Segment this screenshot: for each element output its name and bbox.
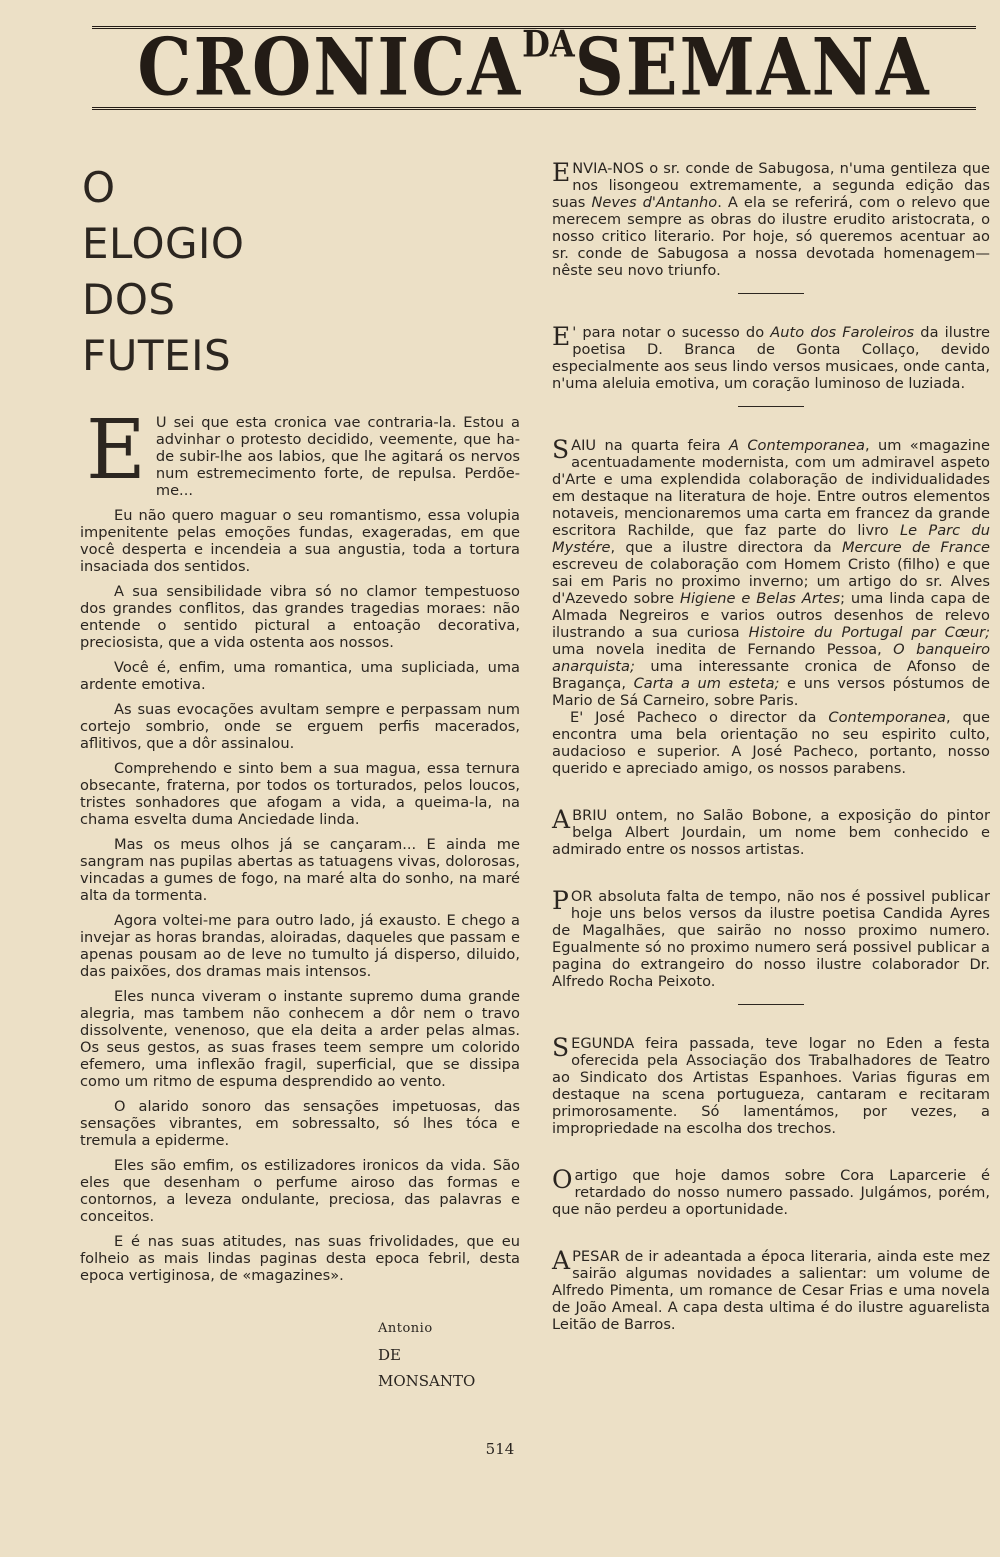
note-italic: Mercure de France (841, 539, 990, 556)
note-text: EGUNDA feira passada, teve logar no Eden a festa oferecida pela Associação dos Trabalhadores de Teatro ao Sindicato dos Artistas Espanhoes. Varias figuras em destaque na scena portugueza, cantaram e recitaram primorosamente. Só lamentámos, por vezes, a impropriedade na escolha dos trechos. (552, 1035, 990, 1137)
note-text: ; uma linda capa de Almada Negreiros e varios outros desenhos de relevo ilustrando a sua curiosa (552, 590, 991, 641)
separator-rule (738, 293, 804, 294)
note-initial: E (552, 158, 571, 187)
note-text: uma novela inedita de Fernando Pessoa, (552, 641, 894, 658)
note-text: , que encontra uma bela orientação no seu espirito culto, audacioso e superior. A José Pacheco, portanto, nosso querido e apreciado amigo, os nossos parabens. (552, 709, 990, 777)
article-paragraph: Eles nunca viveram o instante supremo duma grande alegria, mas tambem não conhecem a dôr nem o travo dissolvente, venenoso, que ela deita a arder pelas almas. Os seus gestos, as suas frases teem sempre um colorido efemero, uma inflexão fragil, superficial, que se dissipa como um ritmo de espuma desprendido ao vento. (80, 988, 520, 1090)
note-item (552, 888, 990, 990)
drop-cap: E (86, 403, 146, 498)
article-title-line: FUTEIS (82, 331, 232, 380)
note-initial: A (552, 1246, 571, 1275)
note-initial: P (552, 886, 569, 915)
article-paragraph-text: U sei que esta cronica vae contraria-la. Estou a advinhar o protesto decidido, veemente, que ha-de subir-lhe aos labios, que lhe agitará os nervos num estremecimento forte, de repulsa. Perdõe-me... (155, 414, 520, 499)
masthead-title-da: DA (522, 22, 575, 66)
note-initial: A (552, 805, 571, 834)
note-italic: Carta a um esteta; (633, 675, 780, 692)
masthead-title-end: SEMANA (574, 22, 931, 114)
note-item (552, 807, 990, 858)
article-paragraph: O alarido sonoro das sensações impetuosas, das sensações vibrantes, em sobressalto, só lhes tóca e tremula a epiderme. (80, 1098, 520, 1149)
note-item (552, 1248, 990, 1333)
note-text: . A ela se referirá, com o relevo que merecem sempre as obras do ilustre erudito aristocrata, o nosso critico literario. Por hoje, só queremos acentuar ao sr. conde de Sabugosa a nossa devotada homenagem—nêste seu novo triunfo. (552, 194, 990, 279)
article-paragraph: E é nas suas atitudes, nas suas frivolidades, que eu folheio as mais lindas paginas desta epoca febril, desta epoca vertiginosa, de «magazines». (80, 1233, 520, 1284)
note-text: artigo que hoje damos sobre Cora Laparcerie é retardado do nosso numero passado. Julgámos, porém, que não perdeu a oportunidade. (552, 1167, 990, 1218)
article-paragraph: Comprehendo e sinto bem a sua magua, essa ternura obsecante, fraterna, por todos os torturados, pelos loucos, tristes sonhadores que afogam a vida, a queima-la, na chama esvelta duma Anciedade linda. (80, 760, 520, 828)
spacer (552, 858, 990, 888)
note-text: , um «magazine acentuadamente modernista, com um admiravel aspeto d'Arte e uma explendida colaboração de individualidades em destaque na literatura de hoje. Entre outros elementos notaveis, mencionaremos uma carta em francez da grande escritora Rachilde, que faz parte do livro (552, 437, 991, 539)
article-paragraph: Mas os meus olhos já se cançaram... E ainda me sangram nas pupilas abertas as tatuagens vivas, dolorosas, vincadas a gumes de fogo, na maré alta do sonho, na maré alta da tormenta. (80, 836, 520, 904)
note-italic: Le Parc du Mystére (552, 522, 990, 556)
author-name-line: DE (378, 1346, 401, 1364)
note-text: NVIA-NOS o sr. conde de Sabugosa, n'uma gentileza que nos lisongeou extremamente, a segunda edição das suas (552, 160, 990, 211)
note-text: da ilustre poetisa D. Branca de Gonta Collaço, devido especialmente aos seus lindo versos musicaes, onde canta, n'uma aleluia emotiva, um coração luminoso de luziada. (552, 324, 991, 392)
spacer (552, 777, 990, 807)
note-text: uma interessante cronica de Afonso de Bragança, (552, 658, 990, 692)
note-text: escreveu de colaboração com Homem Cristo (filho) e que sai em Paris no proximo inverno; um artigo do sr. Alves d'Azevedo sobre (552, 556, 990, 607)
notes-column (552, 160, 990, 1333)
note-italic: A Contemporanea (729, 437, 865, 454)
masthead-title (137, 22, 930, 114)
note-text: OR absoluta falta de tempo, não nos é possivel publicar hoje uns belos versos da ilustre poetisa Candida Ayres de Magalhães, que sairão no nosso proximo numero. Egualmente só no proximo numero será possivel publicar a pagina do extrangeiro do nosso ilustre colaborador Dr. Alfredo Rocha Peixoto. (552, 888, 990, 990)
note-initial: O (552, 1165, 573, 1194)
note-item (552, 160, 990, 279)
article-title-line: O (82, 163, 116, 212)
article-paragraph: Eles são emfim, os estilizadores ironicos da vida. São eles que desenham o perfume airoso das formas e contornos, a leveza ondulante, preciosa, das palavras e conceitos. (80, 1157, 520, 1225)
note-item (552, 324, 990, 392)
separator-rule (738, 406, 804, 407)
note-italic: Higiene e Belas Artes (679, 590, 841, 607)
spacer (552, 1218, 990, 1248)
note-text: , que a ilustre directora da (610, 539, 842, 556)
note-initial: S (552, 1033, 570, 1062)
note-item (552, 1167, 990, 1218)
article-paragraph (80, 403, 520, 499)
author-signature (378, 1316, 520, 1394)
note-initial: S (552, 435, 570, 464)
note-text: BRIU ontem, no Salão Bobone, a exposição do pintor belga Albert Jourdain, um nome bem conhecido e admirado entre os nossos artistas. (552, 807, 990, 858)
masthead (92, 22, 976, 114)
article-title-line: DOS (82, 275, 176, 324)
author-name-line: Antonio (378, 1321, 433, 1336)
note-text: E' José Pacheco o director da (570, 709, 829, 726)
note-text: AIU na quarta feira (571, 437, 729, 454)
article-paragraph: A sua sensibilidade vibra só no clamor tempestuoso dos grandes conflitos, das grandes tragedias moraes: não entende o sentido pictural a entoação decorativa, preciosista, que a vida ostenta aos nossos. (80, 583, 520, 651)
article-paragraph: Agora voltei-me para outro lado, já exausto. E chego a invejar as horas brandas, aloiradas, daqueles que passam e apenas pousam ao de leve no tumulto já disperso, diluido, das paixões, dos dramas mais intensos. (80, 912, 520, 980)
note-italic: Contemporanea (828, 709, 946, 726)
note-italic: Auto dos Faroleiros (770, 324, 915, 341)
article-paragraph: Você é, enfim, uma romantica, uma supliciada, uma ardente emotiva. (80, 659, 520, 693)
note-italic: Histoire du Portugal par Cœur; (748, 624, 990, 641)
separator-rule (738, 1004, 804, 1005)
note-italic: O banqueiro anarquista; (552, 641, 990, 675)
author-name-line: MONSANTO (378, 1372, 476, 1390)
page-number: 514 (485, 1440, 515, 1458)
note-initial: E (552, 322, 571, 351)
note-text: PESAR de ir adeantada a época literaria, ainda este mez sairão algumas novidades a salientar: um volume de Alfredo Pimenta, um romance de Cesar Frias e uma novela de João Ameal. A capa desta ultima é do ilustre aguarelista Leitão de Barros. (552, 1248, 990, 1333)
article-paragraph: Eu não quero maguar o seu romantismo, essa volupia impenitente pelas emoções fundas, exageradas, em que você desperta e incendeia a sua angustia, toda a tortura insaciada dos sentidos. (80, 507, 520, 575)
article-paragraph: As suas evocações avultam sempre e perpassam num cortejo sombrio, onde se erguem perfis macerados, aflitivos, que a dôr assinalou. (80, 701, 520, 752)
masthead-title-main: CRONICA (137, 22, 523, 114)
article-title-line: ELOGIO (82, 219, 245, 268)
note-item (552, 1035, 990, 1137)
note-item (552, 437, 990, 777)
article-column (80, 160, 520, 1394)
note-text: ' para notar o sucesso do (572, 324, 771, 341)
article-title (82, 160, 520, 384)
note-italic: Neves d'Antanho (591, 194, 718, 211)
note-text: e uns versos póstumos de Mario de Sá Carneiro, sobre Paris. (552, 675, 990, 709)
spacer (552, 1137, 990, 1167)
